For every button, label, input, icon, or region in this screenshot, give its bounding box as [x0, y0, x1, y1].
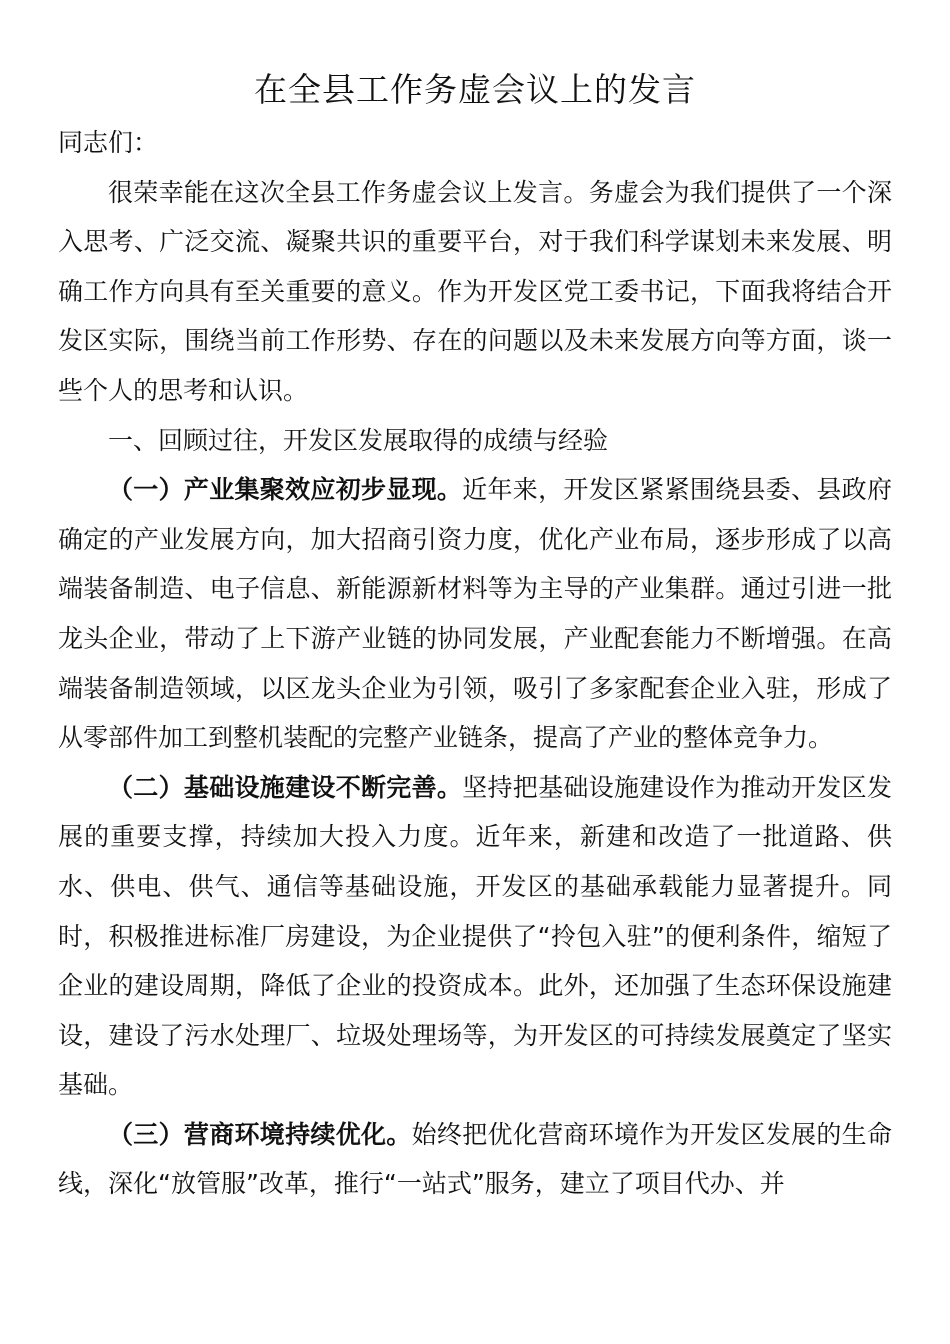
item-paragraph-2 [58, 763, 892, 1110]
item-lead-1: （一）产业集聚效应初步显现。 [108, 475, 463, 505]
item-body-3: 始终把优化营商环境作为开发区发展的生命线，深化“放管服”改革，推行“一站式”服务，建立了项目代办、并 [58, 1119, 892, 1199]
item-lead-3: （三）营商环境持续优化。 [108, 1119, 412, 1149]
item-paragraph-3 [58, 1110, 892, 1209]
salutation: 同志们： [58, 128, 159, 157]
item-body-1: 近年来，开发区紧紧围绕县委、县政府确定的产业发展方向，加大招商引资力度，优化产业布局，逐步形成了以高端装备制造、电子信息、新能源新材料等为主导的产业集群。通过引进一批龙头企业，带动了上下游产业链的协同发展，产业配套能力不断增强。在高端装备制造领域，以区龙头企业为引领，吸引了多家配套企业入驻，形成了从零部件加工到整机装配的完整产业链条，提高了产业的整体竞争力。 [58, 475, 892, 753]
item-lead-2: （二）基础设施建设不断完善。 [108, 772, 463, 802]
section-one-heading: 一、回顾过往，开发区发展取得的成绩与经验 [108, 425, 609, 455]
item-paragraph-1 [58, 465, 892, 763]
document-title: 在全县工作务虚会议上的发言 [254, 70, 696, 109]
document-page [58, 62, 892, 1209]
intro-paragraph: 很荣幸能在这次全县工作务虚会议上发言。务虚会为我们提供了一个深入思考、广泛交流、凝聚共识的重要平台，对于我们科学谋划未来发展、明确工作方向具有至关重要的意义。作为开发区党工委书记，下面我将结合开发区实际，围绕当前工作形势、存在的问题以及未来发展方向等方面，谈一些个人的思考和认识。 [58, 177, 892, 405]
item-body-2: 坚持把基础设施建设作为推动开发区发展的重要支撑，持续加大投入力度。近年来，新建和改造了一批道路、供水、供电、供气、通信等基础设施，开发区的基础承载能力显著提升。同时，积极推进标准厂房建设，为企业提供了“拎包入驻”的便利条件，缩短了企业的建设周期，降低了企业的投资成本。此外，还加强了生态环保设施建设，建设了污水处理厂、垃圾处理场等，为开发区的可持续发展奠定了坚实基础。 [58, 772, 892, 1100]
